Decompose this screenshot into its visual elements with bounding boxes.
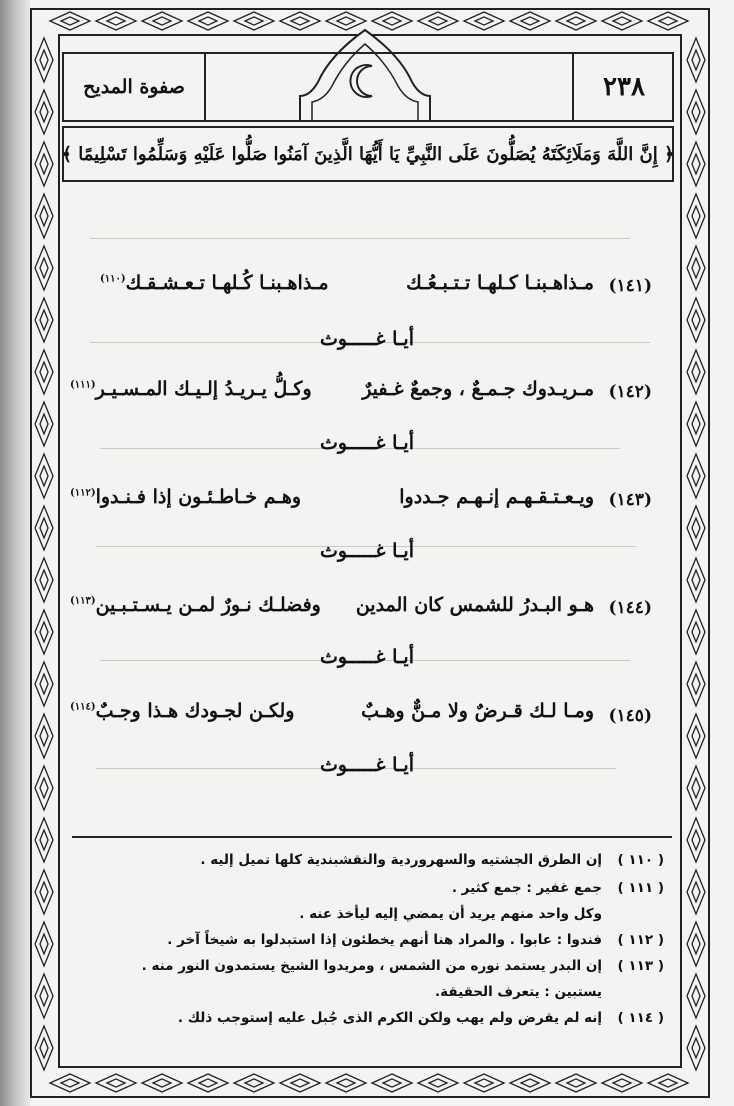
- footnote-id: ( ١١١ ): [617, 880, 664, 896]
- ornament-diamond: [687, 90, 705, 134]
- ornament-diamond: [556, 1074, 596, 1092]
- ornament-diamond-inner: [692, 622, 700, 642]
- ornament-diamond-inner: [61, 1079, 79, 1087]
- ornament-diamond: [35, 714, 53, 758]
- crescent-icon: [344, 60, 386, 102]
- ornament-diamond: [35, 194, 53, 238]
- ornament-diamond-inner: [383, 1079, 401, 1087]
- ornament-diamond-inner: [291, 1079, 309, 1087]
- stanza-number: (١٤٤): [608, 598, 652, 618]
- ornament-diamond-inner: [692, 258, 700, 278]
- ornament-diamond-inner: [613, 1079, 631, 1087]
- ornament-diamond: [418, 1074, 458, 1092]
- first-hemistich: مـريـدوك جـمـعٌ ، وجمعٌ غـفيرٌ: [362, 378, 594, 400]
- footnote-id: ( ١١٠ ): [617, 852, 664, 868]
- ornament-diamond-inner: [40, 310, 48, 330]
- footnote-id: ( ١١٤ ): [617, 1010, 664, 1026]
- ornament-diamond: [326, 12, 366, 30]
- ornament-diamond: [35, 662, 53, 706]
- refrain: أيـا غـــــوث: [319, 328, 414, 350]
- ornament-diamond: [464, 12, 504, 30]
- ornament-diamond: [35, 246, 53, 290]
- ornament-diamond-inner: [692, 1038, 700, 1058]
- ornament-diamond-inner: [692, 934, 700, 954]
- refrain: أيـا غـــــوث: [319, 754, 414, 776]
- footnote-text: فندوا : عابوا . والمراد هنا أنهم يخطئون إذا استبدلوا به شيخاً آخر .: [167, 932, 602, 948]
- stanza-number: (١٤٣): [608, 490, 652, 510]
- ornament-diamond: [234, 12, 274, 30]
- quran-verse-banner: ﴿ إِنَّ اللَّهَ وَمَلَائِكَتَهُ يُصَلُّونَ عَلَى النَّبِيِّ يَا أَيُّهَا الَّذِينَ آمَنُوا صَلُّوا عَلَيْهِ وَسَلِّمُوا تَسْلِيمًا ﴾: [62, 126, 674, 182]
- ornament-diamond: [687, 714, 705, 758]
- ornament-diamond: [234, 1074, 274, 1092]
- ornament-diamond: [687, 870, 705, 914]
- ornament-diamond: [510, 1074, 550, 1092]
- ornament-diamond: [372, 12, 412, 30]
- ornament-diamond-inner: [692, 518, 700, 538]
- ornament-diamond-inner: [291, 17, 309, 25]
- ornament-diamond: [280, 1074, 320, 1092]
- footnote-text: يستبين : يتعرف الحقيقة.: [435, 984, 602, 1000]
- ornament-diamond-inner: [475, 17, 493, 25]
- ornament-diamond-inner: [659, 17, 677, 25]
- ornament-diamond: [687, 142, 705, 186]
- ornament-diamond-inner: [40, 102, 48, 122]
- ornament-diamond: [648, 1074, 688, 1092]
- ornament-diamond: [50, 1074, 90, 1092]
- refrain: أيـا غـــــوث: [319, 540, 414, 562]
- ornament-diamond: [35, 974, 53, 1018]
- second-hemistich: مـذاهـبنـا كُـلهـا تـعـشـقـك$^{(١١٠)}$: [100, 272, 329, 294]
- ornament-diamond-inner: [40, 934, 48, 954]
- second-hemistich: ولكـن لجـودك هـذا وجـبٌ$^{(١١٤)}$: [70, 700, 295, 722]
- ornament-diamond: [687, 1026, 705, 1070]
- ornament-diamond-inner: [337, 1079, 355, 1087]
- ornament-diamond-inner: [245, 17, 263, 25]
- ornament-diamond: [96, 1074, 136, 1092]
- ornament-diamond: [280, 12, 320, 30]
- ornament-diamond-inner: [40, 258, 48, 278]
- ornament-diamond-inner: [521, 17, 539, 25]
- ornament-diamond-inner: [245, 1079, 263, 1087]
- ornament-diamond-inner: [40, 206, 48, 226]
- ornament-diamond-inner: [40, 986, 48, 1006]
- ornament-diamond: [35, 922, 53, 966]
- first-hemistich: مـذاهـبنـا كـلهـا تـتـبـعُـك: [406, 272, 594, 294]
- ornament-diamond-inner: [521, 1079, 539, 1087]
- ornament-diamond: [326, 1074, 366, 1092]
- footnote-text: إنه لم يقرض ولم يهب ولكن الكرم الذى جُبل عليه إستوجب ذلك .: [177, 1010, 602, 1026]
- footnote-ref: (١١٣): [70, 595, 96, 607]
- section-title: صفوة المديح: [83, 76, 185, 98]
- ornament-diamond-inner: [692, 986, 700, 1006]
- ornament-diamond: [188, 12, 228, 30]
- first-hemistich: ويـعـتـقـهـم إنـهـم جـددوا: [399, 486, 594, 508]
- ornament-diamond-inner: [567, 17, 585, 25]
- ornament-diamond-inner: [692, 570, 700, 590]
- ornament-diamond-inner: [337, 17, 355, 25]
- ornament-diamond: [35, 350, 53, 394]
- ornament-diamond-inner: [692, 310, 700, 330]
- ornament-diamond: [687, 922, 705, 966]
- ornament-diamond-inner: [692, 154, 700, 174]
- ornament-diamond-inner: [475, 1079, 493, 1087]
- ornament-diamond: [35, 1026, 53, 1070]
- ornament-diamond-inner: [107, 17, 125, 25]
- ornament-diamond: [687, 38, 705, 82]
- ornament-diamond: [418, 12, 458, 30]
- ornament-diamond-inner: [107, 1079, 125, 1087]
- refrain: أيـا غـــــوث: [319, 646, 414, 668]
- ornament-diamond: [687, 194, 705, 238]
- ornament-diamond-inner: [692, 726, 700, 746]
- ornament-diamond-inner: [40, 362, 48, 382]
- ornament-diamond-inner: [692, 102, 700, 122]
- ornament-diamond-inner: [199, 1079, 217, 1087]
- ornament-diamond: [35, 142, 53, 186]
- ornament-diamond-inner: [40, 622, 48, 642]
- ornament-diamond-inner: [692, 414, 700, 434]
- stanza-number: (١٤٥): [608, 706, 652, 726]
- footnote-ref: (١١٤): [70, 701, 96, 713]
- ornament-diamond-inner: [567, 1079, 585, 1087]
- refrain: أيـا غـــــوث: [319, 432, 414, 454]
- ornament-diamond: [464, 1074, 504, 1092]
- ornament-diamond-inner: [153, 1079, 171, 1087]
- ornament-diamond-inner: [40, 466, 48, 486]
- ornament-diamond: [35, 818, 53, 862]
- ornament-diamond-inner: [383, 17, 401, 25]
- ornament-diamond: [687, 662, 705, 706]
- footnote-text: جمع غفير : جمع كثير .: [451, 880, 602, 896]
- ornament-diamond-inner: [692, 466, 700, 486]
- ornament-diamond-inner: [40, 154, 48, 174]
- first-hemistich: ومـا لـك قـرضٌ ولا مـنٌّ وهـبٌ: [361, 700, 594, 722]
- ornament-diamond: [35, 38, 53, 82]
- ornament-diamond: [648, 12, 688, 30]
- ornament-diamond: [687, 558, 705, 602]
- ornament-diamond: [687, 974, 705, 1018]
- footnote-id: ( ١١٢ ): [617, 932, 664, 948]
- ornament-diamond: [35, 558, 53, 602]
- ornament-diamond-inner: [613, 17, 631, 25]
- ornament-diamond: [188, 1074, 228, 1092]
- ornament-diamond-inner: [153, 17, 171, 25]
- stanza-number: (١٤٢): [608, 382, 652, 402]
- second-hemistich: وهـم خـاطـئـون إذا فـنـدوا$^{(١١٢)}$: [70, 486, 302, 508]
- ornament-diamond-inner: [40, 570, 48, 590]
- footnote-ref: (١١١): [70, 379, 96, 391]
- footnote-id: ( ١١٣ ): [617, 958, 664, 974]
- footnote-text: وكل واحد منهم يريد أن يمضي إليه ليأخذ عنه .: [299, 906, 602, 922]
- ornament-diamond-inner: [429, 17, 447, 25]
- ornament-diamond-inner: [692, 50, 700, 70]
- ornament-diamond: [687, 818, 705, 862]
- ornament-diamond-inner: [40, 726, 48, 746]
- ornament-diamond: [510, 12, 550, 30]
- ornament-diamond-inner: [40, 50, 48, 70]
- ornament-diamond-inner: [61, 17, 79, 25]
- ornament-diamond: [35, 870, 53, 914]
- ornament-diamond: [35, 90, 53, 134]
- ornament-diamond-inner: [40, 674, 48, 694]
- ornament-diamond: [687, 246, 705, 290]
- page-number: ٢٣٨: [603, 72, 645, 102]
- ornament-diamond-inner: [692, 362, 700, 382]
- ornament-diamond: [687, 350, 705, 394]
- stanza-number: (١٤١): [608, 276, 652, 296]
- second-hemistich: وفضلـك نـورٌ لمـن يـسـتـبـين$^{(١١٣)}$: [70, 594, 321, 616]
- ornament-diamond: [142, 1074, 182, 1092]
- ornament-diamond-inner: [40, 830, 48, 850]
- footnote-ref: (١١٢): [70, 487, 96, 499]
- ornament-diamond-inner: [692, 882, 700, 902]
- footnote-separator: [72, 836, 672, 838]
- ornament-diamond-inner: [40, 1038, 48, 1058]
- footnote-text: إن الطرق الجشتيه والسهروردية والنقشبندية كلها تميل إليه .: [200, 852, 602, 868]
- ornament-diamond: [142, 12, 182, 30]
- ornament-diamond: [687, 454, 705, 498]
- first-hemistich: هـو البـدرُ للشمس كان المدين: [355, 594, 594, 616]
- ornament-diamond: [372, 1074, 412, 1092]
- ornament-diamond-inner: [692, 206, 700, 226]
- header-divider: [204, 54, 206, 120]
- bleed-through: [90, 238, 630, 239]
- ornament-diamond: [50, 12, 90, 30]
- ornament-diamond-inner: [40, 518, 48, 538]
- ornament-diamond: [556, 12, 596, 30]
- footnote-text: إن البدر يستمد نوره من الشمس ، ومريدوا الشيخ يستمدون النور منه .: [141, 958, 602, 974]
- ornament-diamond: [602, 12, 642, 30]
- ornament-diamond-inner: [692, 778, 700, 798]
- ornament-diamond: [35, 454, 53, 498]
- ornament-diamond-inner: [40, 414, 48, 434]
- ornament-diamond-inner: [40, 882, 48, 902]
- footnote-ref: (١١٠): [100, 273, 126, 285]
- ornament-diamond-inner: [692, 674, 700, 694]
- ornament-diamond-inner: [429, 1079, 447, 1087]
- ornament-diamond-inner: [659, 1079, 677, 1087]
- ornament-diamond-inner: [692, 830, 700, 850]
- ornament-diamond: [96, 12, 136, 30]
- ornament-diamond-inner: [40, 778, 48, 798]
- second-hemistich: وكـلُّ يـريـدُ إلـيـك المـسـيـر$^{(١١١)}$: [70, 378, 312, 400]
- ornament-diamond-inner: [199, 17, 217, 25]
- ornament-diamond: [602, 1074, 642, 1092]
